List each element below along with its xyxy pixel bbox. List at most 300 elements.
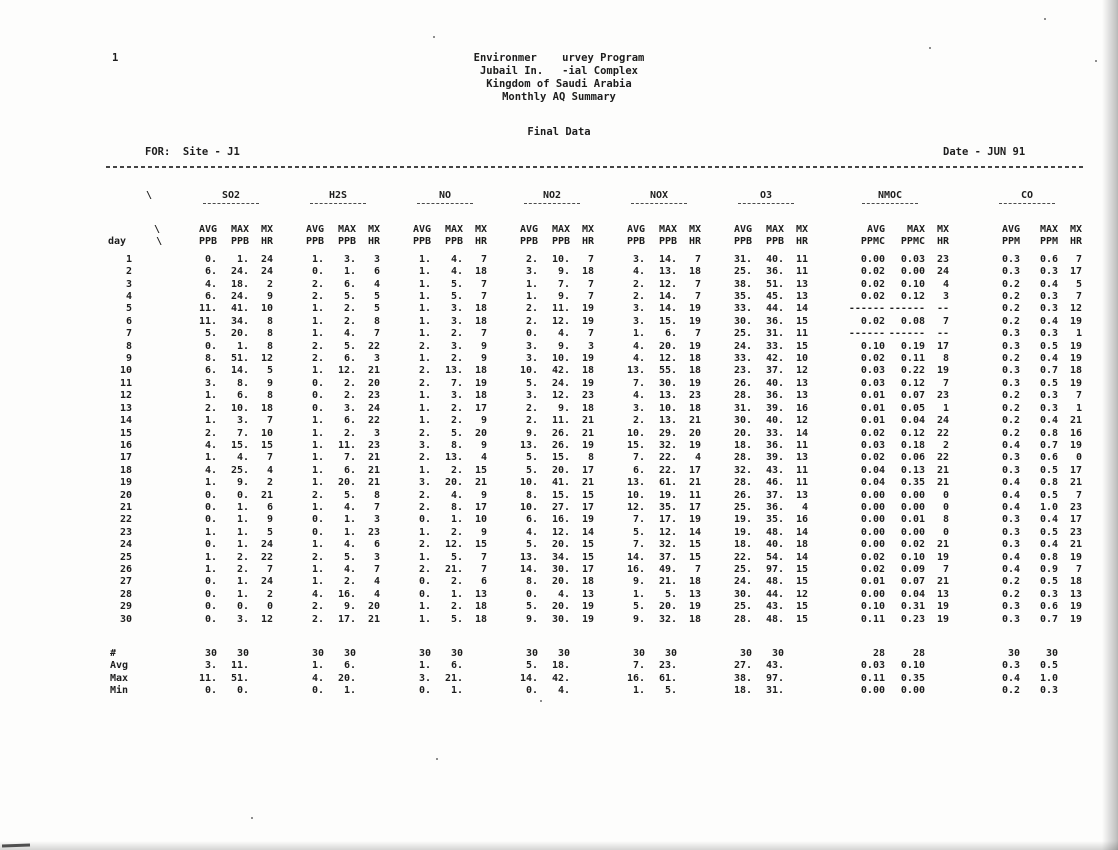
value-cell: 19: [581, 315, 594, 327]
value-cell: 6.: [236, 390, 249, 402]
value-cell: 7: [694, 563, 701, 575]
value-cell: 15.: [551, 489, 570, 501]
column-gap: [952, 378, 969, 390]
column-gap: [952, 614, 969, 626]
value-cell: 15: [581, 539, 594, 551]
report-header: [0, 52, 1118, 139]
value-cell: 13.: [658, 415, 677, 427]
value-cell: 0.19: [900, 340, 925, 352]
value-cell: 0.2: [1001, 427, 1020, 439]
column-gap: [704, 390, 721, 402]
value-cell: 1.: [418, 303, 431, 315]
value-cell: 19: [936, 601, 949, 613]
column-gap: [490, 440, 507, 452]
value-cell: 3.: [418, 477, 431, 489]
value-cell: 19: [581, 439, 594, 451]
value-cell: 1.: [204, 526, 217, 538]
summary-value-cell: 30: [1045, 648, 1058, 659]
value-cell: 0.5: [1039, 464, 1058, 476]
value-cell: 24.: [551, 377, 570, 389]
value-cell: 5.: [525, 601, 538, 613]
value-cell: 9.: [525, 427, 538, 439]
value-cell: 6.: [204, 266, 217, 278]
value-cell: 7.: [450, 377, 463, 389]
summary-value-cell: 30: [632, 648, 645, 659]
value-cell: 0.: [204, 253, 217, 265]
value-cell: 8: [942, 353, 949, 365]
value-cell: 15: [795, 340, 808, 352]
summary-label: Max: [110, 672, 129, 684]
value-cell: 36.: [765, 439, 784, 451]
value-cell: 8.: [204, 353, 217, 365]
value-cell: 24.: [230, 266, 249, 278]
column-gap: [276, 589, 293, 601]
unit-header: HR: [936, 236, 949, 248]
column-gap: [704, 279, 721, 291]
value-cell: 7: [1075, 291, 1082, 303]
value-cell: 14.: [658, 291, 677, 303]
value-cell: 0.: [311, 402, 324, 414]
unit-header: HR: [474, 236, 487, 248]
column-gap: [276, 291, 293, 303]
stat-header: AVG: [1001, 224, 1020, 235]
value-cell: 12.: [658, 278, 677, 290]
value-cell: 14: [795, 303, 808, 315]
column-gap: [704, 502, 721, 514]
value-cell: 23: [581, 390, 594, 402]
value-cell: 1.: [311, 328, 324, 340]
column-gap: [597, 254, 614, 266]
column-gap: [952, 440, 969, 452]
summary-value-cell: [466, 685, 490, 697]
value-cell: 21.: [444, 563, 463, 575]
value-cell: 0.3: [1001, 601, 1020, 613]
value-cell: 0.: [204, 501, 217, 513]
value-cell: 1.: [343, 514, 356, 526]
value-cell: 2.: [311, 489, 324, 501]
day-cell: 26: [119, 563, 132, 575]
value-cell: 11: [795, 477, 808, 489]
column-gap: [704, 353, 721, 365]
column-group-header: [293, 190, 383, 224]
column-gap: [276, 224, 293, 236]
value-cell: 14: [688, 526, 701, 538]
summary-value-cell: 0.: [204, 685, 217, 697]
value-cell: 18: [581, 365, 594, 377]
value-cell: 0.2: [1001, 315, 1020, 327]
value-cell: 7: [1075, 253, 1082, 265]
summary-rows: [100, 626, 1085, 698]
value-cell: 19.: [733, 526, 752, 538]
value-cell: 0.22: [900, 365, 925, 377]
value-cell: 5.: [632, 601, 645, 613]
summary-value-cell: [359, 685, 383, 697]
value-cell: 0.03: [860, 377, 885, 389]
stat-header: AVG: [412, 224, 431, 235]
value-cell: 10.: [626, 489, 645, 501]
value-cell: 18: [688, 266, 701, 278]
value-cell: 1.: [236, 526, 249, 538]
table-row: [100, 291, 1085, 303]
stat-header: AVG: [519, 224, 538, 235]
value-cell: 14.: [519, 563, 538, 575]
value-cell: 24: [260, 253, 273, 265]
column-gap: [811, 266, 828, 278]
value-cell: 8: [373, 489, 380, 501]
value-cell: 17: [581, 501, 594, 513]
value-cell: 8: [266, 328, 273, 340]
value-cell: 23: [367, 390, 380, 402]
column-gap: [597, 224, 614, 236]
value-cell: 17.: [658, 514, 677, 526]
value-cell: 3.: [236, 415, 249, 427]
value-cell: 26.: [733, 377, 752, 389]
table-row: [100, 303, 1085, 315]
value-cell: 6.: [664, 328, 677, 340]
column-gap: [811, 589, 828, 601]
column-gap: [276, 428, 293, 440]
value-cell: 18.: [733, 439, 752, 451]
value-cell: 8: [587, 452, 594, 464]
value-cell: 0.3: [1001, 377, 1020, 389]
unit-header: PPMC: [860, 236, 885, 248]
value-cell: 3.: [525, 390, 538, 402]
value-cell: 7.: [343, 452, 356, 464]
column-gap: [597, 539, 614, 551]
value-cell: 2.: [450, 353, 463, 365]
value-cell: 0.9: [1039, 563, 1058, 575]
value-cell: 0.01: [900, 514, 925, 526]
value-cell: 14: [795, 551, 808, 563]
day-cell: 2: [125, 266, 132, 278]
value-cell: 18: [1069, 365, 1082, 377]
value-cell: 12.: [551, 390, 570, 402]
summary-value-cell: 0.4: [1001, 672, 1020, 684]
value-cell: 7: [480, 563, 487, 575]
table-row: [100, 490, 1085, 502]
value-cell: 1.: [236, 340, 249, 352]
value-cell: 0.00: [860, 501, 885, 513]
summary-value-cell: 7.: [632, 660, 645, 672]
value-cell: 16: [795, 402, 808, 414]
value-cell: 32.: [658, 439, 677, 451]
column-gap: [704, 440, 721, 452]
column-group-label: NO: [417, 190, 473, 204]
value-cell: 12.: [444, 539, 463, 551]
value-cell: 0.5: [1039, 526, 1058, 538]
table-row: [100, 341, 1085, 353]
value-cell: 0.: [204, 576, 217, 588]
value-cell: 13: [795, 452, 808, 464]
column-group-label: CO: [999, 190, 1055, 204]
value-cell: 8.: [450, 501, 463, 513]
value-cell: 0.8: [1039, 477, 1058, 489]
value-cell: 13.: [519, 551, 538, 563]
column-gap: [597, 685, 614, 697]
value-cell: 5.: [450, 613, 463, 625]
value-cell: 0.5: [1039, 340, 1058, 352]
value-cell: 18: [474, 613, 487, 625]
column-gap: [811, 465, 828, 477]
value-cell: 13.: [519, 439, 538, 451]
value-cell: 0.: [525, 588, 538, 600]
column-gap: [276, 316, 293, 328]
value-cell: 0.00: [860, 526, 885, 538]
value-cell: 17.: [337, 613, 356, 625]
column-gap: [811, 502, 828, 514]
column-gap: [952, 514, 969, 526]
value-cell: 34.: [551, 551, 570, 563]
table-row: [100, 365, 1085, 377]
value-cell: 6: [266, 501, 273, 513]
value-cell: 4: [942, 278, 949, 290]
column-gap: [704, 490, 721, 502]
column-gap: [704, 303, 721, 315]
column-gap: [276, 353, 293, 365]
value-cell: 1.: [311, 253, 324, 265]
column-gap: [704, 601, 721, 613]
value-cell: 7: [587, 278, 594, 290]
value-cell: 0.23: [900, 613, 925, 625]
column-gap: [704, 576, 721, 588]
column-group-label: NMOC: [862, 190, 918, 204]
column-gap: [704, 452, 721, 464]
column-gap: [383, 236, 400, 253]
unit-header: PPB: [658, 236, 677, 248]
value-cell: 16: [795, 514, 808, 526]
column-gap: [383, 266, 400, 278]
column-gap: [952, 660, 969, 672]
value-cell: 21: [367, 464, 380, 476]
summary-value-cell: 14.: [519, 672, 538, 684]
value-cell: 19: [1069, 439, 1082, 451]
column-gap: [383, 254, 400, 266]
value-cell: 9: [480, 340, 487, 352]
value-cell: 1.: [343, 266, 356, 278]
value-cell: 2.: [311, 291, 324, 303]
column-gap: [811, 254, 828, 266]
stat-header: MX: [260, 224, 273, 235]
summary-value-cell: [1061, 685, 1085, 697]
value-cell: 19: [1069, 315, 1082, 327]
stat-header: AVG: [733, 224, 752, 235]
value-cell: 25.: [733, 563, 752, 575]
column-gap: [811, 514, 828, 526]
column-gap: [811, 490, 828, 502]
stat-header: AVG: [305, 224, 324, 235]
column-gap: [597, 236, 614, 253]
value-cell: 4.: [204, 464, 217, 476]
value-cell: 0.: [418, 514, 431, 526]
summary-value-cell: 0.11: [860, 672, 885, 684]
value-cell: 54.: [765, 551, 784, 563]
summary-value-cell: [680, 648, 704, 660]
value-cell: 15.: [626, 439, 645, 451]
value-cell: 0.: [311, 526, 324, 538]
column-gap: [276, 254, 293, 266]
unit-header: PPM: [1001, 236, 1020, 248]
scan-speck: [1044, 18, 1046, 20]
value-cell: 19: [688, 315, 701, 327]
value-cell: 0.10: [900, 278, 925, 290]
value-cell: 20.: [337, 477, 356, 489]
value-cell: 51.: [230, 353, 249, 365]
summary-value-cell: 0.: [236, 685, 249, 697]
value-cell: 15: [581, 489, 594, 501]
value-cell: 11: [795, 328, 808, 340]
value-cell: 0.4: [1001, 563, 1020, 575]
value-cell: 23: [367, 526, 380, 538]
value-cell: 15: [688, 551, 701, 563]
column-gap: [952, 576, 969, 588]
column-gap: [597, 452, 614, 464]
column-gap: [383, 601, 400, 613]
value-cell: 20.: [551, 539, 570, 551]
column-gap: [276, 539, 293, 551]
value-cell: 11: [795, 253, 808, 265]
value-cell: 11: [688, 489, 701, 501]
value-cell: 5.: [204, 328, 217, 340]
value-cell: 40.: [765, 539, 784, 551]
value-cell: 19: [581, 514, 594, 526]
value-cell: 22.: [733, 551, 752, 563]
value-cell: 19: [1069, 613, 1082, 625]
day-cell: 30: [119, 613, 132, 625]
value-cell: 20.: [658, 601, 677, 613]
value-cell: 5.: [525, 539, 538, 551]
value-cell: 30.: [658, 377, 677, 389]
value-cell: 9.: [557, 266, 570, 278]
summary-value-cell: 30: [739, 648, 752, 659]
column-gap: [704, 415, 721, 427]
value-cell: 26.: [551, 427, 570, 439]
column-gap: [704, 514, 721, 526]
value-cell: 1.: [525, 278, 538, 290]
value-cell: 37.: [658, 551, 677, 563]
value-cell: 0: [942, 489, 949, 501]
value-cell: 33.: [765, 340, 784, 352]
column-gap: [597, 564, 614, 576]
value-cell: 0.04: [860, 464, 885, 476]
value-cell: 28.: [733, 452, 752, 464]
value-cell: 1.: [418, 353, 431, 365]
column-gap: [383, 341, 400, 353]
value-cell: 10: [260, 303, 273, 315]
column-gap: [383, 685, 400, 697]
value-cell: 3.: [450, 390, 463, 402]
value-cell: 1.: [525, 291, 538, 303]
value-cell: 0.3: [1039, 328, 1058, 340]
column-gap: [490, 190, 507, 224]
day-cell: 18: [119, 464, 132, 476]
scan-edge-bottom: [0, 841, 1118, 850]
summary-value-cell: 30: [343, 648, 356, 659]
value-cell: 24.: [733, 340, 752, 352]
column-gap: [383, 403, 400, 415]
value-cell: 23: [936, 390, 949, 402]
column-gap: [704, 328, 721, 340]
value-cell: 1.: [236, 501, 249, 513]
value-cell: 34.: [230, 315, 249, 327]
value-cell: 0.: [236, 601, 249, 613]
summary-value-cell: 0.00: [900, 685, 925, 697]
column-gap: [704, 236, 721, 253]
column-gap: [490, 316, 507, 328]
day-cell: 3: [125, 278, 132, 290]
table-row: [100, 465, 1085, 477]
column-gap: [704, 465, 721, 477]
value-cell: 2: [942, 439, 949, 451]
day-cell: 8: [125, 340, 132, 352]
summary-value-cell: 30: [418, 648, 431, 659]
value-cell: 48.: [765, 576, 784, 588]
column-gap: [952, 266, 969, 278]
value-cell: 6.: [632, 464, 645, 476]
value-cell: 21: [367, 613, 380, 625]
value-cell: 7: [266, 563, 273, 575]
value-cell: 17: [936, 340, 949, 352]
value-cell: 0.3: [1001, 452, 1020, 464]
summary-value-cell: [680, 673, 704, 685]
value-cell: 18: [260, 402, 273, 414]
value-cell: 0: [1075, 452, 1082, 464]
value-cell: 4.: [343, 563, 356, 575]
value-cell: 13: [474, 588, 487, 600]
value-cell: 49.: [658, 563, 677, 575]
value-cell: 5.: [450, 291, 463, 303]
value-cell: 2.: [204, 402, 217, 414]
value-cell: 19: [1069, 340, 1082, 352]
column-gap: [811, 576, 828, 588]
value-cell: 14.: [658, 303, 677, 315]
column-gap: [811, 477, 828, 489]
day-cell: 13: [119, 402, 132, 414]
value-cell: 16: [1069, 427, 1082, 439]
value-cell: 1.: [418, 415, 431, 427]
summary-value-cell: 27.: [733, 660, 752, 672]
value-cell: 6.: [343, 464, 356, 476]
value-cell: 13: [688, 588, 701, 600]
day-cell: 11: [119, 377, 132, 389]
value-cell: 4.: [236, 452, 249, 464]
value-cell: 44.: [765, 588, 784, 600]
value-cell: 0.7: [1039, 365, 1058, 377]
value-cell: 0.3: [1001, 365, 1020, 377]
value-cell: 14: [795, 526, 808, 538]
summary-value-cell: [928, 673, 952, 685]
summary-value-cell: 0.3: [1001, 660, 1020, 672]
value-cell: 6: [373, 266, 380, 278]
summary-value-cell: [573, 673, 597, 685]
value-cell: 10.: [551, 353, 570, 365]
value-cell: 27.: [551, 501, 570, 513]
table-row: [100, 477, 1085, 489]
column-gap: [597, 279, 614, 291]
unit-header: PPB: [337, 236, 356, 248]
summary-label: Avg: [110, 660, 129, 672]
table-row: [100, 589, 1085, 601]
title-line-program: Environmer urvey Program: [473, 52, 645, 64]
value-cell: 0.00: [860, 539, 885, 551]
column-gap: [383, 452, 400, 464]
unit-header: PPB: [305, 236, 324, 248]
summary-value-cell: [252, 673, 276, 685]
summary-label: #: [110, 648, 117, 659]
value-cell: 1.: [632, 328, 645, 340]
summary-value-cell: 51.: [230, 672, 249, 684]
value-cell: 23.: [733, 365, 752, 377]
value-cell: 22.: [658, 452, 677, 464]
